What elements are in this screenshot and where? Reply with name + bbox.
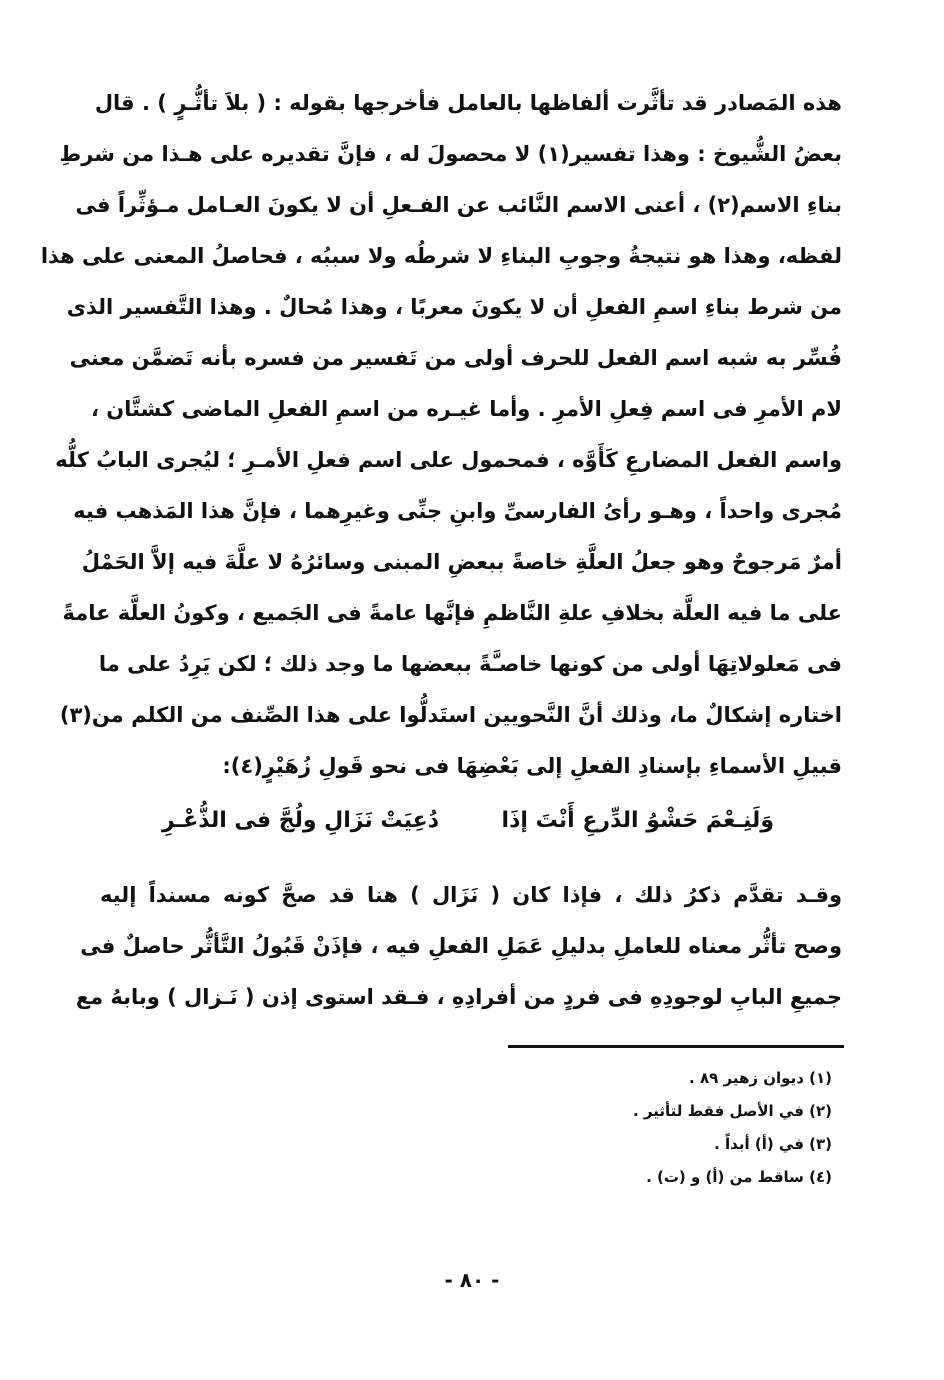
text-line: وقـد تقدَّم ذكرُ ذلك ، فإذا كان ( نَزَال ) هنا قد صحَّ كونه مسنداً إليه	[100, 883, 842, 907]
poetry-verse	[100, 808, 842, 858]
text-line: مُجرى واحداً ، وهـو رأىُ الفارسىِّ وابنِ جنِّى وغيرِهما ، فإنَّ هذا المَذهب فيه	[73, 499, 842, 523]
text-line: بناءِ الاسم(٢) ، أعنى الاسم النَّائب عن الفـعلِ أن لا يكونَ العـامل مـؤثِّراً فى	[75, 193, 842, 217]
text-line: جميعِ البابِ لوجودِهِ فى فردٍ من أفرادِهِ ، فـقد استوى إذن ( نَـزال ) وبابهُ مع	[75, 985, 842, 1009]
footnote-item: (٤) ساقط من (أ) و (ت) .	[646, 1168, 832, 1186]
text-line: أمرٌ مَرجوحٌ وهو جعلُ العلَّةِ خاصةً ببعضِ المبنى وسائرُهُ لا علَّةَ فيه إلاَّ الحَمْلُ	[81, 550, 842, 574]
text-line: فى مَعلولاتِهَا أولى من كونها خاصـَّةً ببعضها ما وجد ذلك ؛ لكن يَرِدُ على ما	[98, 652, 842, 676]
footnote-item: (٣) في (أ) أبداً .	[714, 1135, 832, 1153]
text-line: لام الأمرِ فى اسم فِعلِ الأمرِ . وأما غيـره من اسمِ الفعلِ الماضى كشتَّان ،	[90, 397, 842, 421]
verse-second-hemistich: دُعِيَتْ نَزَالِ ولُجَّ فى الذُّعْـرِ	[162, 808, 439, 833]
main-text-block	[40, 78, 842, 792]
footnotes	[432, 1062, 832, 1194]
text-line: من شرط بناءِ اسمِ الفعلِ أن لا يكونَ معربًا ، وهذا مُحالٌ . وهذا التَّفسير الذى	[66, 295, 842, 319]
page-number: - ٨٠ -	[444, 1268, 500, 1292]
text-line: وصح تأثُّر معناه للعاملِ بدليلِ عَمَلِ الفعلِ فيه ، فإذَنْ قَبُولُ التَّأثُّر حاصلٌ فى	[80, 934, 842, 958]
text-line: اختاره إشكالٌ ما، وذلك أنَّ النَّحويين استَدلُّوا على هذا الصِّنف من الكلم من(٣)	[59, 703, 842, 727]
footnote-item: (٢) في الأصل فقط لتأثير .	[632, 1102, 832, 1120]
text-line: فُسِّر به شبه اسم الفعل للحرف أولى من تَفسير من فسره بأنه تَضمَّن معنى	[69, 346, 842, 370]
verse-first-hemistich: وَلَنِـعْمَ حَشْوُ الدِّرعِ أَنْتَ إذَا	[501, 808, 774, 833]
text-line: بعضُ الشُّيوخ : وهذا تفسير(١) لا محصولَ له ، فإنَّ تقديره على هـذا من شرطِ	[59, 142, 842, 166]
text-line: قبيلِ الأسماءِ بإسنادِ الفعلِ إلى بَعْضِهَا فى نحو قَولِ زُهَيْرٍ(٤):	[222, 754, 842, 778]
text-line: هذه المَصادر قد تأثَّرت ألفاظها بالعامل فأخرجها بقوله : ( بلاَ تأثُّـرٍ ) . قال	[94, 91, 842, 115]
main-text-block-continued	[75, 870, 842, 1023]
text-line: واسم الفعل المضارعِ كَأَوَّه ، فمحمول على اسم فعلِ الأمـرِ ؛ ليُجرى البابُ كلُّه	[55, 448, 842, 472]
footnote-separator	[508, 1045, 844, 1048]
text-line: على ما فيه العلَّة بخلافِ علةِ النَّاظمِ فإنَّها عامةً فى الجَميع ، وكونُ العلَّة عامةً	[62, 601, 842, 625]
text-line: لفظه، وهذا هو نتيجةُ وجوبِ البناءِ لا شرطُه ولا سببُه ، فحاصلُ المعنى على هذا	[40, 244, 842, 268]
footnote-item: (١) ديوان زهير ٨٩ .	[689, 1069, 832, 1087]
